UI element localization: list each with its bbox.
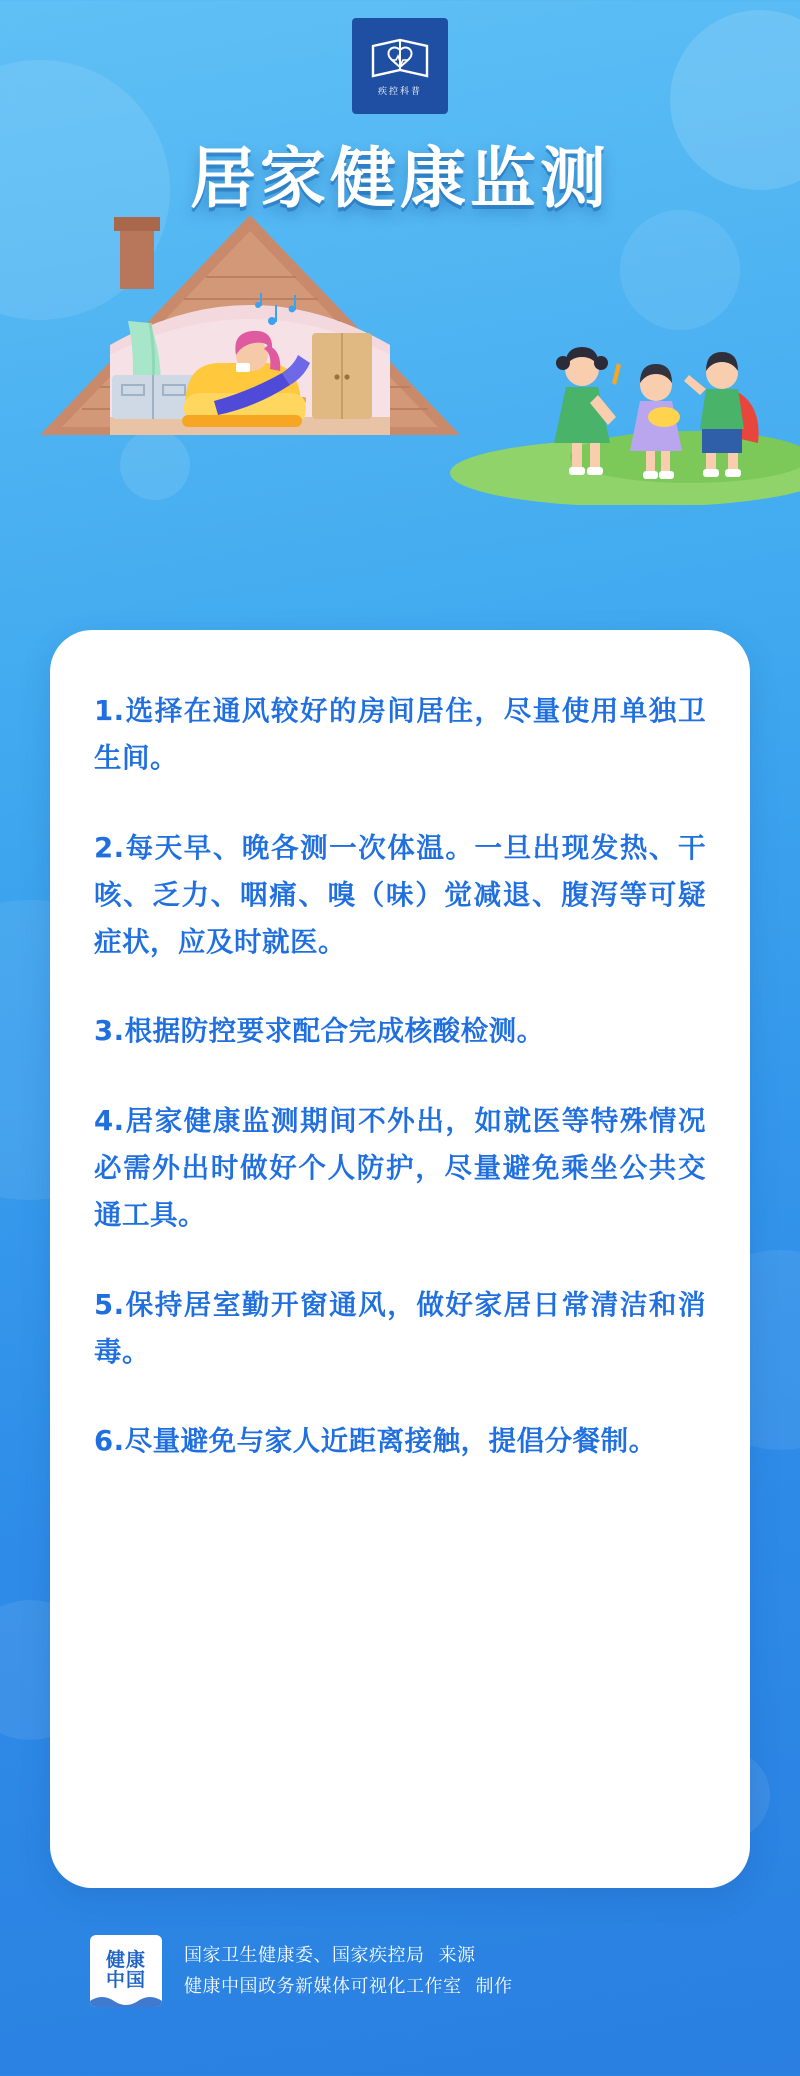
- wave-icon: [90, 1991, 162, 2007]
- footer-source-row: [184, 1940, 513, 1972]
- list-item: 1.选择在通风较好的房间居住，尽量使用单独卫生间。: [94, 695, 706, 775]
- footer-producer-row: [184, 1971, 513, 2003]
- footer-producer-text: 健康中国政务新媒体可视化工作室: [184, 1976, 462, 1997]
- page-title: 居家健康监测: [190, 140, 610, 217]
- content-card: [50, 630, 750, 1888]
- list-item: 6.尽量避免与家人近距离接触，提倡分餐制。: [94, 1425, 657, 1458]
- phone: [236, 363, 250, 372]
- list-item: 2.每天早、晚各测一次体温。一旦出现发热、干咳、乏力、咽痛、嗅（味）觉减退、腹泻等可疑症状，应及时就医。: [94, 831, 706, 959]
- list-item: 3.根据防控要求配合完成核酸检测。: [94, 1015, 545, 1048]
- footer-source-text: 国家卫生健康委、国家疾控局: [184, 1944, 425, 1966]
- healthy-china-logo-line1: 健康: [105, 1949, 146, 1972]
- cdc-logo-text: 疾控科普: [377, 85, 422, 96]
- healthy-china-logo-line2: 中国: [105, 1969, 146, 1991]
- footer-producer-label: 制作: [475, 1976, 513, 1997]
- healthy-china-logo: [90, 1935, 162, 2007]
- cdc-book-icon: [369, 36, 431, 82]
- list-item: 4.居家健康监测期间不外出，如就医等特殊情况必需外出时做好个人防护，尽量避免乘坐公共交通工具。: [94, 1104, 706, 1232]
- footer: [0, 1935, 800, 2007]
- cdc-logo: [352, 18, 448, 114]
- footer-credits: [184, 1940, 513, 2003]
- list-item: 5.保持居室勤开窗通风，做好家居日常清洁和消毒。: [94, 1288, 706, 1368]
- footer-source-label: 来源: [438, 1944, 476, 1966]
- chimney: [120, 225, 154, 289]
- house-family-illustration: [0, 205, 800, 505]
